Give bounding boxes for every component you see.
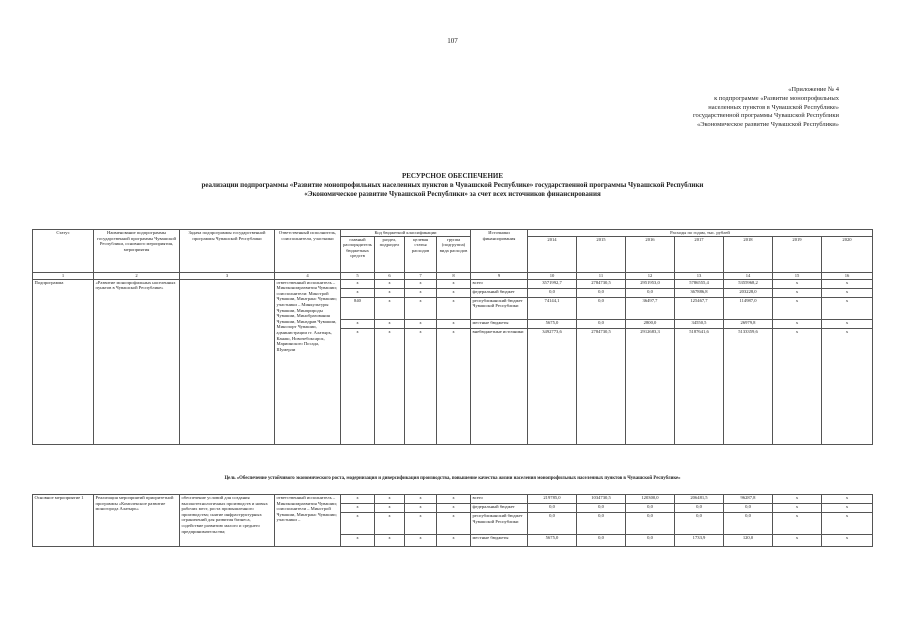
- cell-task: [180, 279, 275, 444]
- code-cell: х: [437, 319, 471, 328]
- column-number: 10: [528, 272, 577, 279]
- value-cell: х: [822, 328, 873, 444]
- value-cell: 0,0: [626, 535, 675, 547]
- value-cell: 0,0: [724, 504, 773, 513]
- subprogram-block: [33, 279, 873, 444]
- value-cell: х: [822, 513, 873, 535]
- value-cell: х: [822, 504, 873, 513]
- table-row: [33, 495, 873, 504]
- code-cell: х: [375, 279, 405, 288]
- code-cell: х: [437, 495, 471, 504]
- value-cell: 120300,0: [626, 495, 675, 504]
- header-code-col: группа (подгруппа) вида расходов: [437, 236, 471, 272]
- value-cell: 0,0: [577, 504, 626, 513]
- value-cell: 0,0: [577, 288, 626, 297]
- value-cell: х: [773, 535, 822, 547]
- header-year: 2016: [626, 236, 675, 272]
- code-cell: х: [341, 535, 375, 547]
- source-cell: федеральный бюджет: [471, 504, 528, 513]
- header-code-col: раздел, подраздел: [375, 236, 405, 272]
- value-cell: х: [822, 495, 873, 504]
- value-cell: 0,0: [528, 504, 577, 513]
- main-activity-block: [33, 495, 873, 547]
- header-year: 2015: [577, 236, 626, 272]
- header-year: 2020: [822, 236, 873, 272]
- main-activity-table: [32, 494, 873, 547]
- value-cell: 0,0: [626, 513, 675, 535]
- title-subline: «Экономическое развитие Чувашской Республики» за счет всех источников финансирования: [304, 190, 601, 198]
- value-cell: 5675,0: [528, 535, 577, 547]
- title-subline: реализации подпрограммы «Развитие монопрофильных населенных пунктов в Чувашской Республике» государственной программы Чувашской Республики: [201, 181, 704, 189]
- value-cell: 0,0: [528, 513, 577, 535]
- cell-executor: ответственный исполнитель – Минэкономразвития Чувашии; соисполнители – Минстрой Чувашии, Минтранс Чувашии; участники –: [275, 495, 341, 547]
- code-cell: х: [341, 328, 375, 444]
- value-cell: 74144,1: [528, 297, 577, 319]
- table-row: [33, 279, 873, 288]
- value-cell: х: [822, 279, 873, 288]
- column-number: 9: [471, 272, 528, 279]
- column-number: 11: [577, 272, 626, 279]
- value-cell: 3571992,7: [528, 279, 577, 288]
- value-cell: 0,0: [675, 513, 724, 535]
- page-number: 107: [447, 37, 458, 45]
- code-cell: х: [375, 535, 405, 547]
- value-cell: 5355968,2: [724, 279, 773, 288]
- value-cell: 5187641,6: [675, 328, 724, 444]
- value-cell: 0,0: [577, 319, 626, 328]
- code-cell: х: [405, 319, 437, 328]
- cell-name: «Развитие монопрофильных населенных пунктов в Чувашской Республике»: [94, 279, 180, 444]
- source-cell: всего: [471, 495, 528, 504]
- code-cell: х: [341, 288, 375, 297]
- code-cell: х: [405, 504, 437, 513]
- value-cell: х: [773, 319, 822, 328]
- source-cell: республиканский бюджет Чувашской Республики: [471, 297, 528, 319]
- value-cell: 114987,0: [724, 297, 773, 319]
- value-cell: 367886,8: [675, 288, 724, 297]
- appendix-note: [579, 86, 839, 130]
- column-number: 15: [773, 272, 822, 279]
- cell-executor: ответственный исполнитель – Минэкономразвития Чувашии; соисполнители: Минстрой Чувашии, Минтранс Чувашии; участники – Минкультуры Чувашии, Минприроды Чувашии, Минобразования Чувашии, Минздрав Чувашии, Минспорт Чувашии, администрации гг. Алатырь, Канаш, Новочебоксарск, Мариинского Посада, Шумерли: [275, 279, 341, 444]
- code-cell: х: [341, 513, 375, 535]
- cell-status: Основное мероприятие 1: [33, 495, 94, 547]
- header-year: 2017: [675, 236, 724, 272]
- code-cell: х: [437, 513, 471, 535]
- code-cell: х: [437, 297, 471, 319]
- source-cell: федеральный бюджет: [471, 288, 528, 297]
- appendix-line: государственной программы Чувашской Республики: [693, 112, 839, 120]
- code-cell: х: [375, 495, 405, 504]
- value-cell: х: [773, 328, 822, 444]
- column-number: 7: [405, 272, 437, 279]
- title-heading: РЕСУРСНОЕ ОБЕСПЕЧЕНИЕ: [401, 172, 504, 180]
- code-cell: х: [405, 279, 437, 288]
- value-cell: 0,0: [675, 504, 724, 513]
- column-number: 6: [375, 272, 405, 279]
- value-cell: 0,0: [724, 513, 773, 535]
- value-cell: 0,0: [577, 535, 626, 547]
- source-cell: внебюджетные источники: [471, 328, 528, 444]
- code-cell: х: [375, 288, 405, 297]
- code-cell: х: [405, 513, 437, 535]
- header-name: Наименование подпрограммы государственной программы Чувашской Республики, основного мероприятия, мероприятия: [94, 230, 180, 273]
- appendix-line: населенных пунктов в Чувашской Республике»: [708, 103, 839, 111]
- column-number: 16: [822, 272, 873, 279]
- value-cell: 120,0: [724, 535, 773, 547]
- value-cell: х: [822, 297, 873, 319]
- code-cell: х: [375, 297, 405, 319]
- code-cell: х: [437, 328, 471, 444]
- appendix-line: к подпрограмме «Развитие монопрофильных: [714, 94, 839, 102]
- appendix-line: «Приложение № 4: [788, 86, 839, 93]
- column-number: 13: [675, 272, 724, 279]
- value-cell: 0,0: [626, 504, 675, 513]
- value-cell: 1034730,5: [577, 495, 626, 504]
- column-number: 5: [341, 272, 375, 279]
- value-cell: 2800,0: [626, 319, 675, 328]
- header-task: Задача подпрограммы государственной программы Чувашской Республики: [180, 230, 275, 273]
- column-number: 12: [626, 272, 675, 279]
- code-cell: х: [375, 504, 405, 513]
- goal-statement: Цель «Обеспечение устойчивого экономического роста, модернизация и диверсификация производства, повышение качества жизни населения монопрофильных населенных пунктов в Чувашской Республике»: [224, 476, 681, 481]
- code-cell: х: [405, 297, 437, 319]
- value-cell: х: [773, 279, 822, 288]
- column-numbers-row: [33, 272, 873, 279]
- value-cell: 34550,5: [675, 319, 724, 328]
- code-cell: х: [437, 535, 471, 547]
- value-cell: х: [773, 288, 822, 297]
- value-cell: 5133359,6: [724, 328, 773, 444]
- header-year: 2018: [724, 236, 773, 272]
- code-cell: х: [375, 319, 405, 328]
- value-cell: 219785,0: [528, 495, 577, 504]
- code-cell: х: [405, 535, 437, 547]
- value-cell: х: [822, 288, 873, 297]
- code-cell: х: [341, 319, 375, 328]
- code-cell: х: [341, 504, 375, 513]
- value-cell: х: [773, 504, 822, 513]
- column-number: 14: [724, 272, 773, 279]
- cell-name: Реализация мероприятий приоритетной программы «Комплексное развитие моногорода Алатырь»: [94, 495, 180, 547]
- code-cell: х: [437, 504, 471, 513]
- source-cell: местные бюджеты: [471, 535, 528, 547]
- value-cell: 2784730,5: [577, 279, 626, 288]
- document-title: [0, 172, 905, 199]
- header-budget-code: Код бюджетной классификации: [341, 230, 471, 237]
- value-cell: 1733,9: [675, 535, 724, 547]
- header-sources: Источники финансирования: [471, 230, 528, 273]
- value-cell: 2951953,0: [626, 279, 675, 288]
- value-cell: 0,0: [577, 513, 626, 535]
- column-number: 3: [180, 272, 275, 279]
- value-cell: х: [822, 535, 873, 547]
- cell-status: Подпрограмма: [33, 279, 94, 444]
- header-year: 2019: [773, 236, 822, 272]
- header-year: 2014: [528, 236, 577, 272]
- value-cell: х: [773, 297, 822, 319]
- header-code-col: целевая статья расходов: [405, 236, 437, 272]
- value-cell: 206481,5: [675, 495, 724, 504]
- value-cell: 96287,8: [724, 495, 773, 504]
- code-cell: х: [405, 288, 437, 297]
- value-cell: 5675,0: [528, 319, 577, 328]
- value-cell: 0,0: [626, 288, 675, 297]
- value-cell: 3492773,6: [528, 328, 577, 444]
- column-number: 4: [275, 272, 341, 279]
- value-cell: 0,0: [528, 288, 577, 297]
- source-cell: республиканский бюджет Чувашской Республики: [471, 513, 528, 535]
- value-cell: 5786555,4: [675, 279, 724, 288]
- column-number: 8: [437, 272, 471, 279]
- value-cell: 203228,0: [724, 288, 773, 297]
- header-code-col: главный распорядитель бюджетных средств: [341, 236, 375, 272]
- code-cell: х: [405, 495, 437, 504]
- value-cell: х: [822, 319, 873, 328]
- value-cell: 125467,7: [675, 297, 724, 319]
- code-cell: х: [375, 513, 405, 535]
- code-cell: х: [437, 279, 471, 288]
- value-cell: 36497,7: [626, 297, 675, 319]
- column-number: 2: [94, 272, 180, 279]
- code-cell: х: [341, 495, 375, 504]
- value-cell: 2912683,3: [626, 328, 675, 444]
- source-cell: местные бюджеты: [471, 319, 528, 328]
- header-status: Статус: [33, 230, 94, 273]
- code-cell: х: [341, 279, 375, 288]
- code-cell: 840: [341, 297, 375, 319]
- source-cell: всего: [471, 279, 528, 288]
- cell-task: обеспечение условий для создания высокотехнологичных производств и новых рабочих мест, роста промышленного производства; снятие инфраструктурных ограничений для развития бизнеса, содействие развитию малого и среднего предпринимательства;: [180, 495, 275, 547]
- code-cell: х: [437, 288, 471, 297]
- value-cell: 2784730,5: [577, 328, 626, 444]
- column-number: 1: [33, 272, 94, 279]
- value-cell: 0,0: [577, 297, 626, 319]
- header-executor: Ответственный исполнитель, соисполнители, участники: [275, 230, 341, 273]
- code-cell: х: [375, 328, 405, 444]
- code-cell: х: [405, 328, 437, 444]
- value-cell: 26979,8: [724, 319, 773, 328]
- header-expenses: Расходы по годам, тыс. рублей: [528, 230, 873, 237]
- resource-table: [32, 229, 873, 445]
- value-cell: х: [773, 495, 822, 504]
- value-cell: х: [773, 513, 822, 535]
- appendix-line: «Экономическое развитие Чувашской Республики»: [696, 121, 839, 129]
